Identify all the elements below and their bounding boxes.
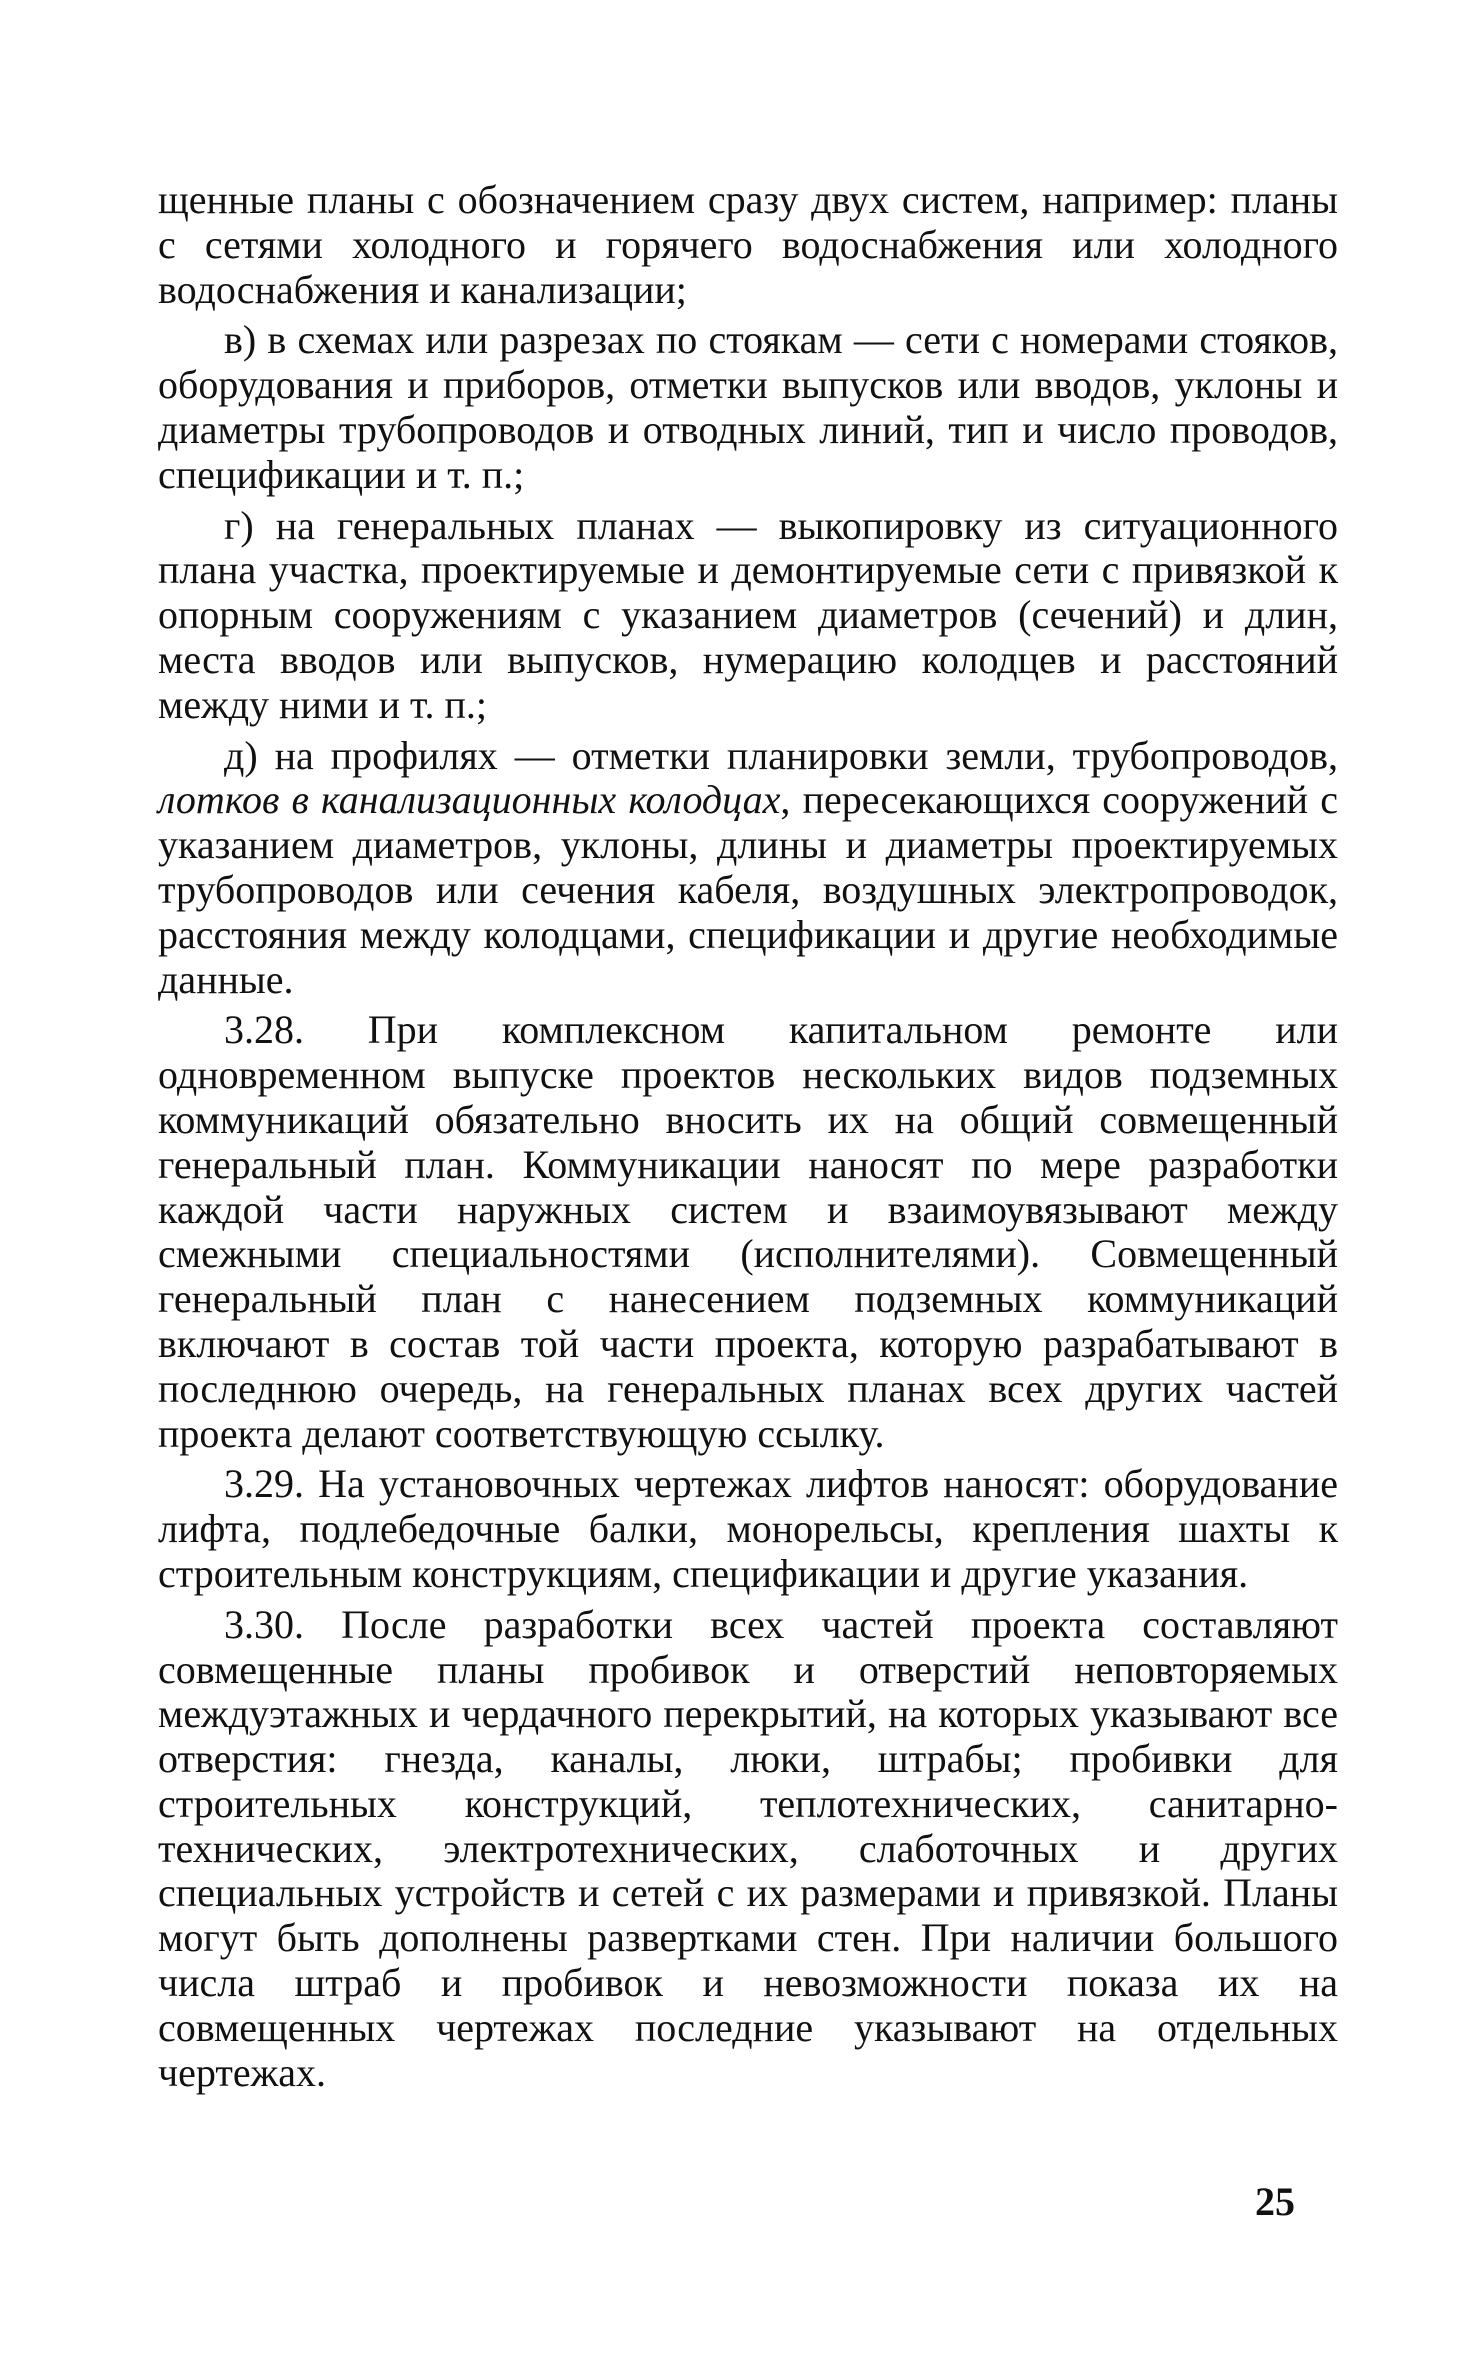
paragraph-item-g: г) на генеральных планах — выкопировку из ситуационного плана участка, проектируемые и демонтируемые сети с привязкой к опорным сооружениям с указанием диаметров (сечений) и длин, места вводов или выпусков, нумерацию колодцев и расстояний между ними и т. п.; (158, 502, 1338, 727)
page-body (158, 178, 1338, 2095)
paragraph-3-30: 3.30. После разработки всех частей проекта составляют совмещенные планы пробивок и отверстий неповторяемых междуэтажных и чердачного перекрытий, на которых указывают все отверстия: гнезда, каналы, люки, штрабы; пробивки для строительных конструкций, теплотехнических, санитарно-технических, электротехнических, слаботочных и других специальных устройств и сетей с их размерами и привязкой. Планы могут быть дополнены развертками стен. При наличии большого числа штраб и пробивок и невозможности показа их на совмещенных чертежах последние указывают на отдельных чертежах. (158, 1601, 1338, 2095)
paragraph-item-d (158, 734, 1338, 1003)
paragraph-continuation: щенные планы с обозначением сразу двух систем, например: планы с сетями холодного и горячего водоснабжения или холодного водоснабжения и канализации; (158, 177, 1338, 312)
paragraph-item-d-suffix: , пересекающихся сооружений с указанием диаметров, уклоны, длины и диаметры проектируемых трубопроводов или сечения кабеля, воздушных электропроводок, расстояния между колодцами, спецификации и другие необходимые данные. (158, 777, 1338, 1002)
page-number: 25 (1255, 2179, 1295, 2224)
paragraph-item-d-prefix: д) на профилях — отметки планировки земли, трубопроводов, (224, 732, 1338, 778)
paragraph-3-28: 3.28. При комплексном капитальном ремонте или одновременном выпуске проектов нескольких видов подземных коммуникаций обязательно вносить их на общий совмещенный генеральный план. Коммуникации наносят по мере разработки каждой части наружных систем и взаимоувязывают между смежными специальностями (исполнителями). Совмещенный генеральный план с нанесением подземных коммуникаций включают в состав той части проекта, которую разрабатывают в последнюю очередь, на генеральных планах всех других частей проекта делают соответствующую ссылку. (158, 1007, 1338, 1456)
paragraph-3-29: 3.29. На установочных чертежах лифтов наносят: оборудование лифта, подлебедочные балки, монорельсы, крепления шахты к строительным конструкциям, спецификации и другие указания. (158, 1461, 1338, 1596)
paragraph-item-d-italic: лотков в канализационных колодцах (158, 777, 781, 823)
paragraph-item-v: в) в схемах или разрезах по стоякам — сети с номерами стояков, оборудования и приборов, отметки выпусков или вводов, уклоны и диаметры трубопроводов и отводных линий, тип и число проводов, спецификации и т. п.; (158, 317, 1338, 497)
